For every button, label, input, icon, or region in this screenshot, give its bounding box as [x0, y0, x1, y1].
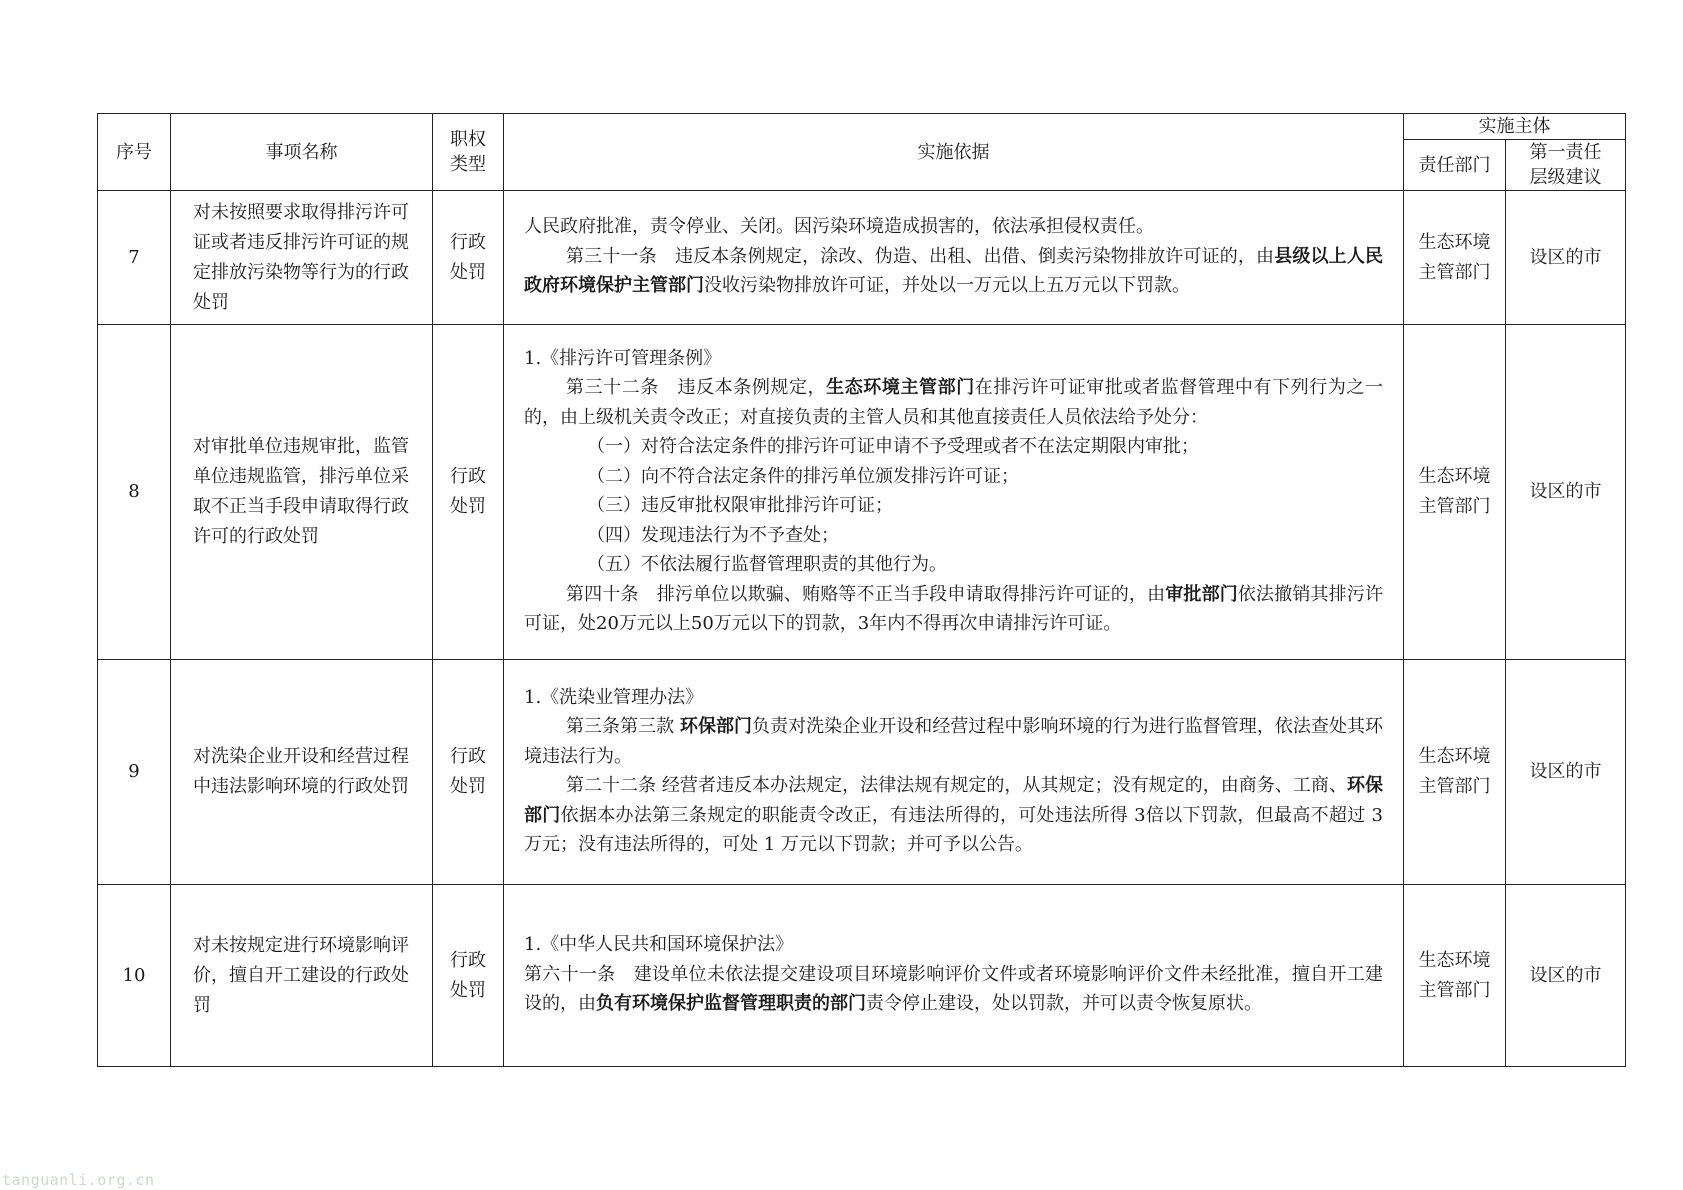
legal-basis: 1.《洗染业管理办法》 第三条第三款 环保部门负责对洗染企业开设和经营过程中影响环境的行为进行监督管理，依法查处其环境违法行为。 第二十二条 经营者违反本办法规定，法律法规有规定的，从其规定；没有规定的，由商务、工商、环保部门依据本办法第三条规定的职能责令改正，有违法所得的，可处违法所得 3倍以下罚款，但最高不超过 3 万元；没有违法所得的，可处 1 万元以下罚款；并可予以公告。 [504, 660, 1404, 885]
header-level: 第一责任 层级建议 [1506, 140, 1626, 191]
header-name: 事项名称 [171, 114, 433, 191]
responsibility-level: 设区的市 [1506, 325, 1626, 660]
item-name: 对洗染企业开设和经营过程中违法影响环境的行政处罚 [171, 660, 433, 885]
legal-basis: 1.《排污许可管理条例》 第三十二条 违反本条例规定，生态环境主管部门在排污许可证审批或者监督管理中有下列行为之一的，由上级机关责令改正；对直接负责的主管人员和其他直接责任人员依法给予处分： （一）对符合法定条件的排污许可证申请不予受理或者不在法定期限内审批； （二）向不符合法定条件的排污单位颁发排污许可证； （三）违反审批权限审批排污许可证； （四）发现违法行为不予查处； （五）不依法履行监督管理职责的其他行为。 第四十条 排污单位以欺骗、贿赂等不正当手段申请取得排污许可证的，由审批部门依法撤销其排污许可证，处20万元以上50万元以下的罚款，3年内不得再次申请排污许可证。 [504, 325, 1404, 660]
list-item: （一）对符合法定条件的排污许可证申请不予受理或者不在法定期限内审批； [587, 436, 1199, 457]
responsible-authority-bold: 负有环境保护监督管理职责的部门 [596, 993, 866, 1015]
row-number: 9 [98, 660, 171, 885]
table-row [98, 885, 1626, 1067]
responsible-dept: 生态环境 主管部门 [1404, 885, 1506, 1067]
row-number: 10 [98, 885, 171, 1067]
legal-basis: 1.《中华人民共和国环境保护法》 第六十一条 建设单位未依法提交建设项目环境影响评价文件或者环境影响评价文件未经批准，擅自开工建设的，由负有环境保护监督管理职责的部门责令停止建设，处以罚款，并可以责令恢复原状。 [504, 885, 1404, 1067]
header-basis: 实施依据 [504, 114, 1404, 191]
list-item: （五）不依法履行监督管理职责的其他行为。 [587, 554, 947, 575]
responsibility-level: 设区的市 [1506, 191, 1626, 325]
header-type: 职权 类型 [433, 114, 504, 191]
table-row [98, 660, 1626, 885]
table-row [98, 325, 1626, 660]
regulation-table [97, 113, 1626, 1067]
responsible-authority-bold: 环保部门 [679, 716, 753, 737]
table-row [98, 191, 1626, 325]
watermark: tanguanli.org.cn [2, 1171, 155, 1189]
responsible-authority-bold: 生态环境主管部门 [826, 377, 975, 398]
item-name: 对未按规定进行环境影响评价，擅自开工建设的行政处罚 [171, 885, 433, 1067]
list-item: （四）发现违法行为不予查处； [587, 524, 839, 546]
authority-type: 行政 处罚 [433, 325, 504, 660]
header-no: 序号 [98, 114, 171, 191]
list-item: （二）向不符合法定条件的排污单位颁发排污许可证； [587, 465, 1019, 487]
header-subject: 实施主体 [1404, 114, 1626, 140]
responsible-dept: 生态环境 主管部门 [1404, 660, 1506, 885]
header-dept: 责任部门 [1404, 140, 1506, 191]
list-item: （三）违反审批权限审批排污许可证； [587, 495, 893, 516]
item-name: 对审批单位违规审批，监管单位违规监管，排污单位采取不正当手段申请取得行政许可的行政处罚 [171, 325, 433, 660]
row-number: 8 [98, 325, 171, 660]
responsibility-level: 设区的市 [1506, 660, 1626, 885]
responsible-authority-bold: 环保部门 [524, 775, 1384, 826]
responsible-dept: 生态环境 主管部门 [1404, 325, 1506, 660]
authority-type: 行政 处罚 [433, 191, 504, 325]
responsibility-level: 设区的市 [1506, 885, 1626, 1067]
authority-type: 行政 处罚 [433, 660, 504, 885]
legal-basis: 人民政府批准，责令停业、关闭。因污染环境造成损害的，依法承担侵权责任。 第三十一条 违反本条例规定，涂改、伪造、出租、出借、倒卖污染物排放许可证的，由县级以上人民政府环境保护主管部门没收污染物排放许可证，并处以一万元以上五万元以下罚款。 [504, 191, 1404, 325]
item-name: 对未按照要求取得排污许可证或者违反排污许可证的规定排放污染物等行为的行政处罚 [171, 191, 433, 325]
row-number: 7 [98, 191, 171, 325]
responsible-dept: 生态环境 主管部门 [1404, 191, 1506, 325]
authority-type: 行政 处罚 [433, 885, 504, 1067]
table-header [98, 114, 1626, 191]
responsible-authority-bold: 审批部门 [1165, 583, 1238, 605]
responsible-authority-bold: 县级以上人民政府环境保护主管部门 [524, 245, 1383, 297]
